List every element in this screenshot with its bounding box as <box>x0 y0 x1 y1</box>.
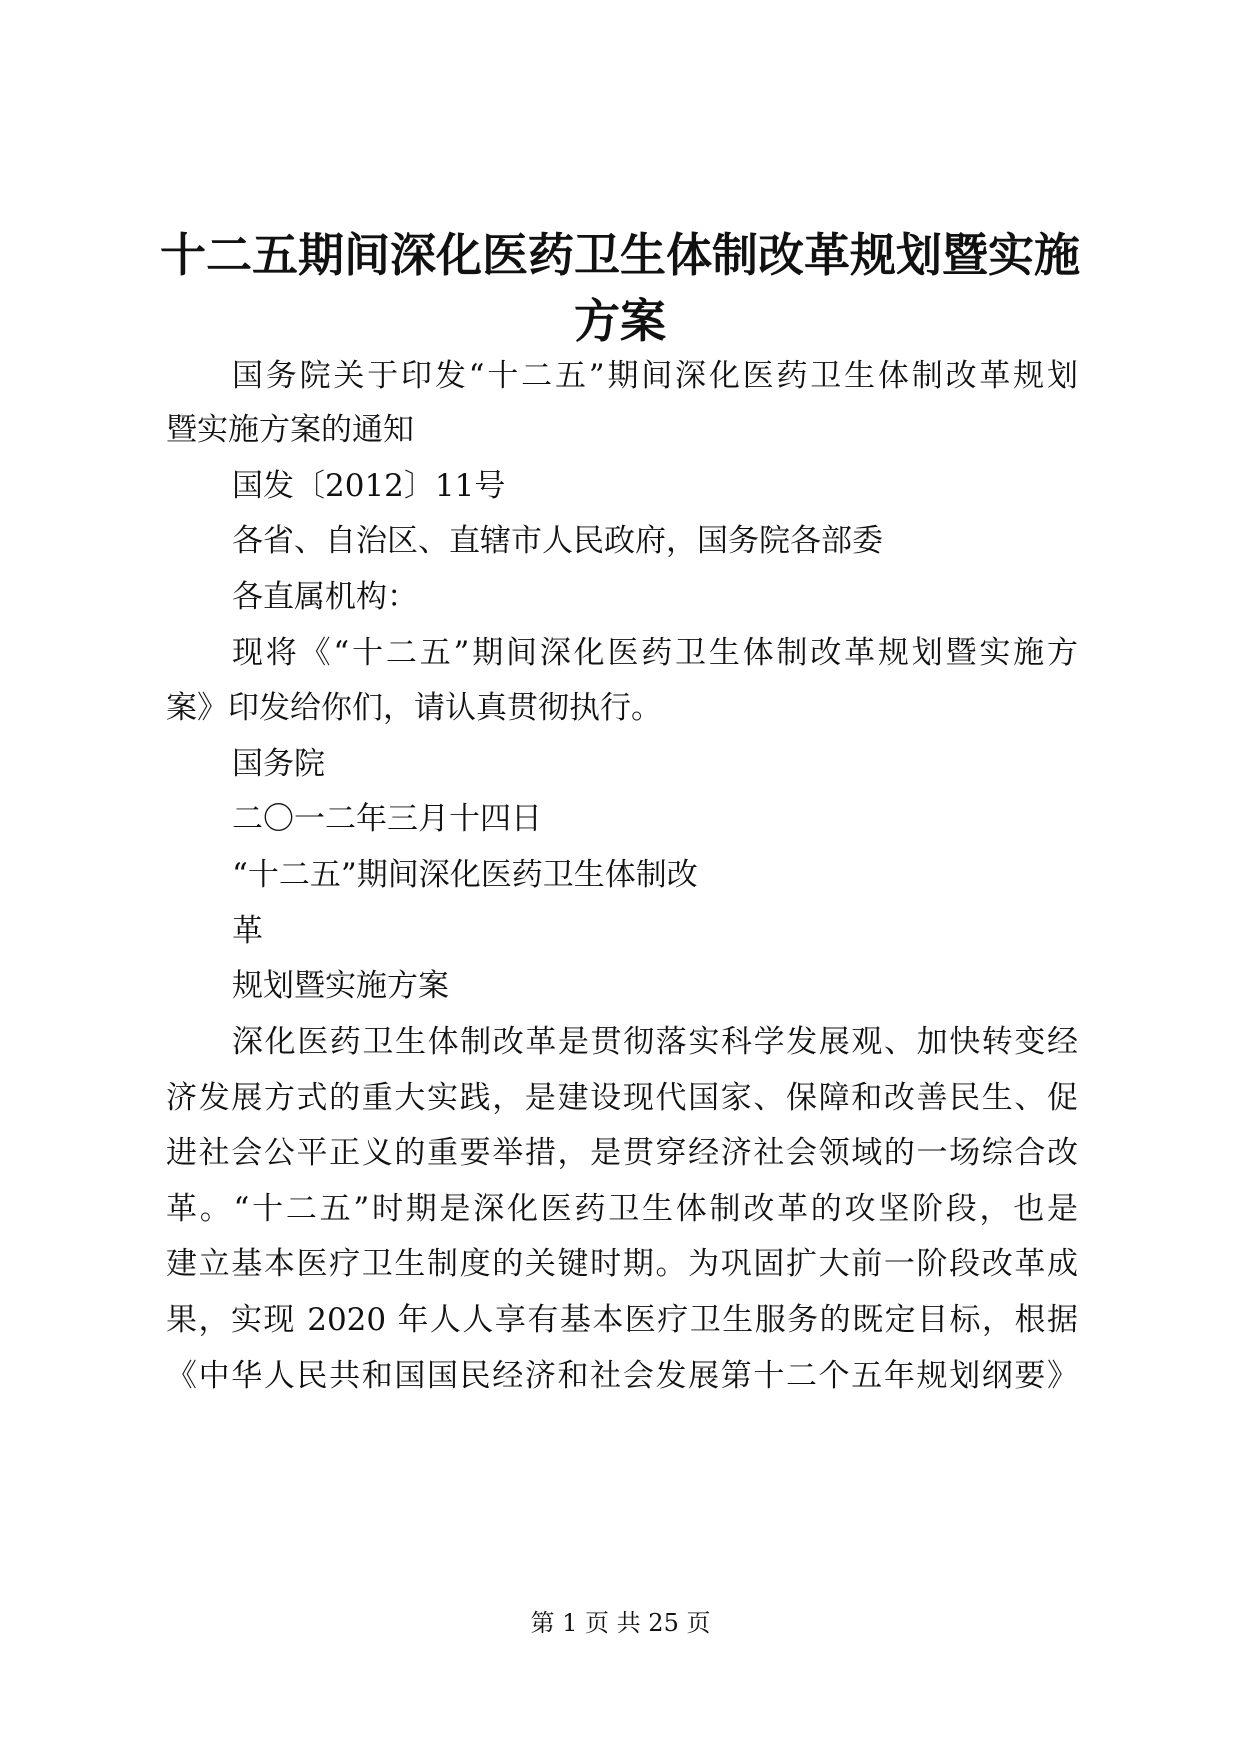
notice-title-line-1: 国务院关于印发“十二五”期间深化医药卫生体制改革规划 <box>232 358 1078 394</box>
document-title-line-2: 方案 <box>574 294 666 348</box>
paragraph-line: 《中华人民共和国国民经济和社会发展第十二个五年规划纲要》 <box>166 1358 1078 1394</box>
paragraph-line: 果，实现 2020 年人人享有基本医疗卫生服务的既定目标，根据 <box>166 1302 1078 1338</box>
notice-title-line-2: 暨实施方案的通知 <box>166 412 414 448</box>
subtitle-line-1: “十二五”期间深化医药卫生体制改 <box>232 857 698 893</box>
page-footer: 第 1 页 共 25 页 <box>530 1609 711 1637</box>
body-line-2: 案》印发给你们，请认真贯彻执行。 <box>166 690 662 726</box>
paragraph-line: 进社会公平正义的重要举措，是贯穿经济社会领域的一场综合改 <box>166 1135 1078 1171</box>
subtitle-line-2: 革 <box>232 913 263 949</box>
recipients-line-2: 各直属机构： <box>232 579 418 615</box>
issuer: 国务院 <box>232 746 325 782</box>
paragraph-line: 深化医药卫生体制改革是贯彻落实科学发展观、加快转变经 <box>232 1024 1078 1060</box>
paragraph-line: 济发展方式的重大实践，是建设现代国家、保障和改善民生、促 <box>166 1080 1078 1116</box>
subtitle-line-3: 规划暨实施方案 <box>232 968 449 1004</box>
body-line-1: 现将《“十二五”期间深化医药卫生体制改革规划暨实施方 <box>232 635 1078 671</box>
recipients-line-1: 各省、自治区、直辖市人民政府，国务院各部委 <box>232 523 883 559</box>
paragraph-line: 建立基本医疗卫生制度的关键时期。为巩固扩大前一阶段改革成 <box>166 1246 1078 1282</box>
issue-date: 二〇一二年三月十四日 <box>232 801 542 837</box>
paragraph-line: 革。“十二五”时期是深化医药卫生体制改革的攻坚阶段，也是 <box>166 1191 1078 1227</box>
document-title-line-1: 十二五期间深化医药卫生体制改革规划暨实施 <box>160 228 1080 282</box>
document-number: 国发〔2012〕11号 <box>232 468 506 504</box>
